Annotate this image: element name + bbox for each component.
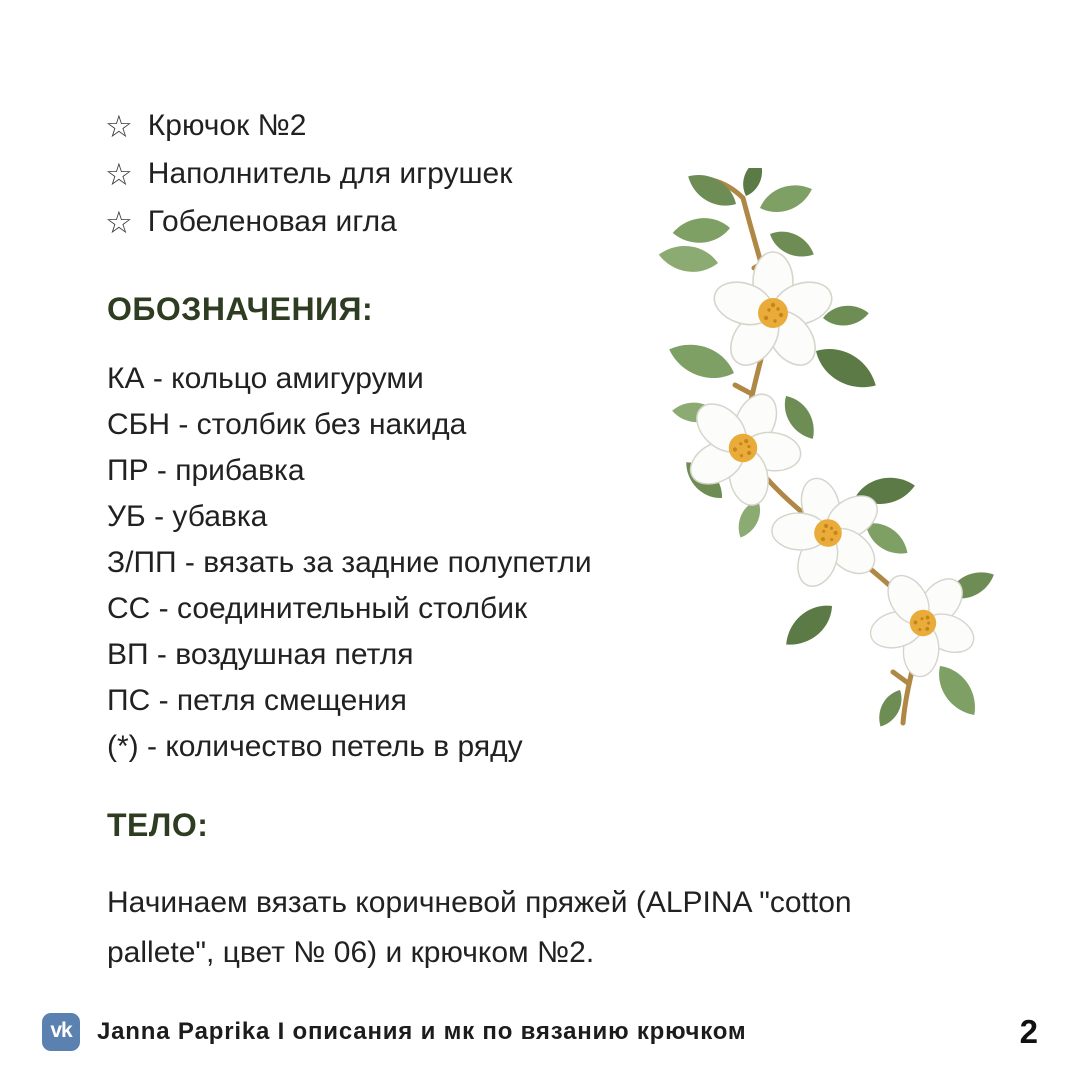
abbreviation-item: СС - соединительный столбик: [107, 592, 528, 625]
materials-list: [105, 102, 512, 246]
star-icon: ☆: [105, 108, 133, 144]
abbreviations-list: [107, 356, 592, 770]
abbreviation-item: ПС - петля смещения: [107, 684, 407, 717]
materials-item: [105, 150, 512, 198]
star-icon: ☆: [105, 156, 133, 192]
page-number: 2: [1019, 1013, 1038, 1050]
abbreviation-item: УБ - убавка: [107, 500, 268, 533]
footer: [42, 1013, 746, 1051]
star-icon: ☆: [105, 204, 133, 240]
materials-item: [105, 198, 512, 246]
materials-item: [105, 102, 512, 150]
abbreviation-item: КА - кольцо амигуруми: [107, 362, 424, 395]
body-section-heading: ТЕЛО:: [107, 807, 209, 843]
materials-item-label: Гобеленовая игла: [147, 205, 397, 238]
abbreviations-heading: ОБОЗНАЧЕНИЯ:: [107, 291, 374, 327]
flower-branch-svg: [618, 168, 1020, 750]
abbreviation-item: (*) - количество петель в ряду: [107, 730, 523, 763]
materials-item-label: Крючок №2: [147, 109, 307, 142]
body-paragraph: Начинаем вязать коричневой пряжей (ALPINA "cotton pallete", цвет № 06) и крючком №2.: [107, 886, 852, 969]
vk-icon: [42, 1013, 80, 1051]
abbreviation-item: ВП - воздушная петля: [107, 638, 414, 671]
abbreviation-item: СБН - столбик без накида: [107, 408, 467, 441]
abbreviation-item: З/ПП - вязать за задние полупетли: [107, 546, 592, 579]
footer-author-line: Janna Paprika I описания и мк по вязанию крючком: [97, 1018, 747, 1045]
materials-item-label: Наполнитель для игрушек: [147, 157, 513, 190]
abbreviation-item: ПР - прибавка: [107, 454, 305, 487]
flower-illustration: [618, 168, 1020, 750]
vk-logo-text: vk: [50, 1019, 72, 1042]
